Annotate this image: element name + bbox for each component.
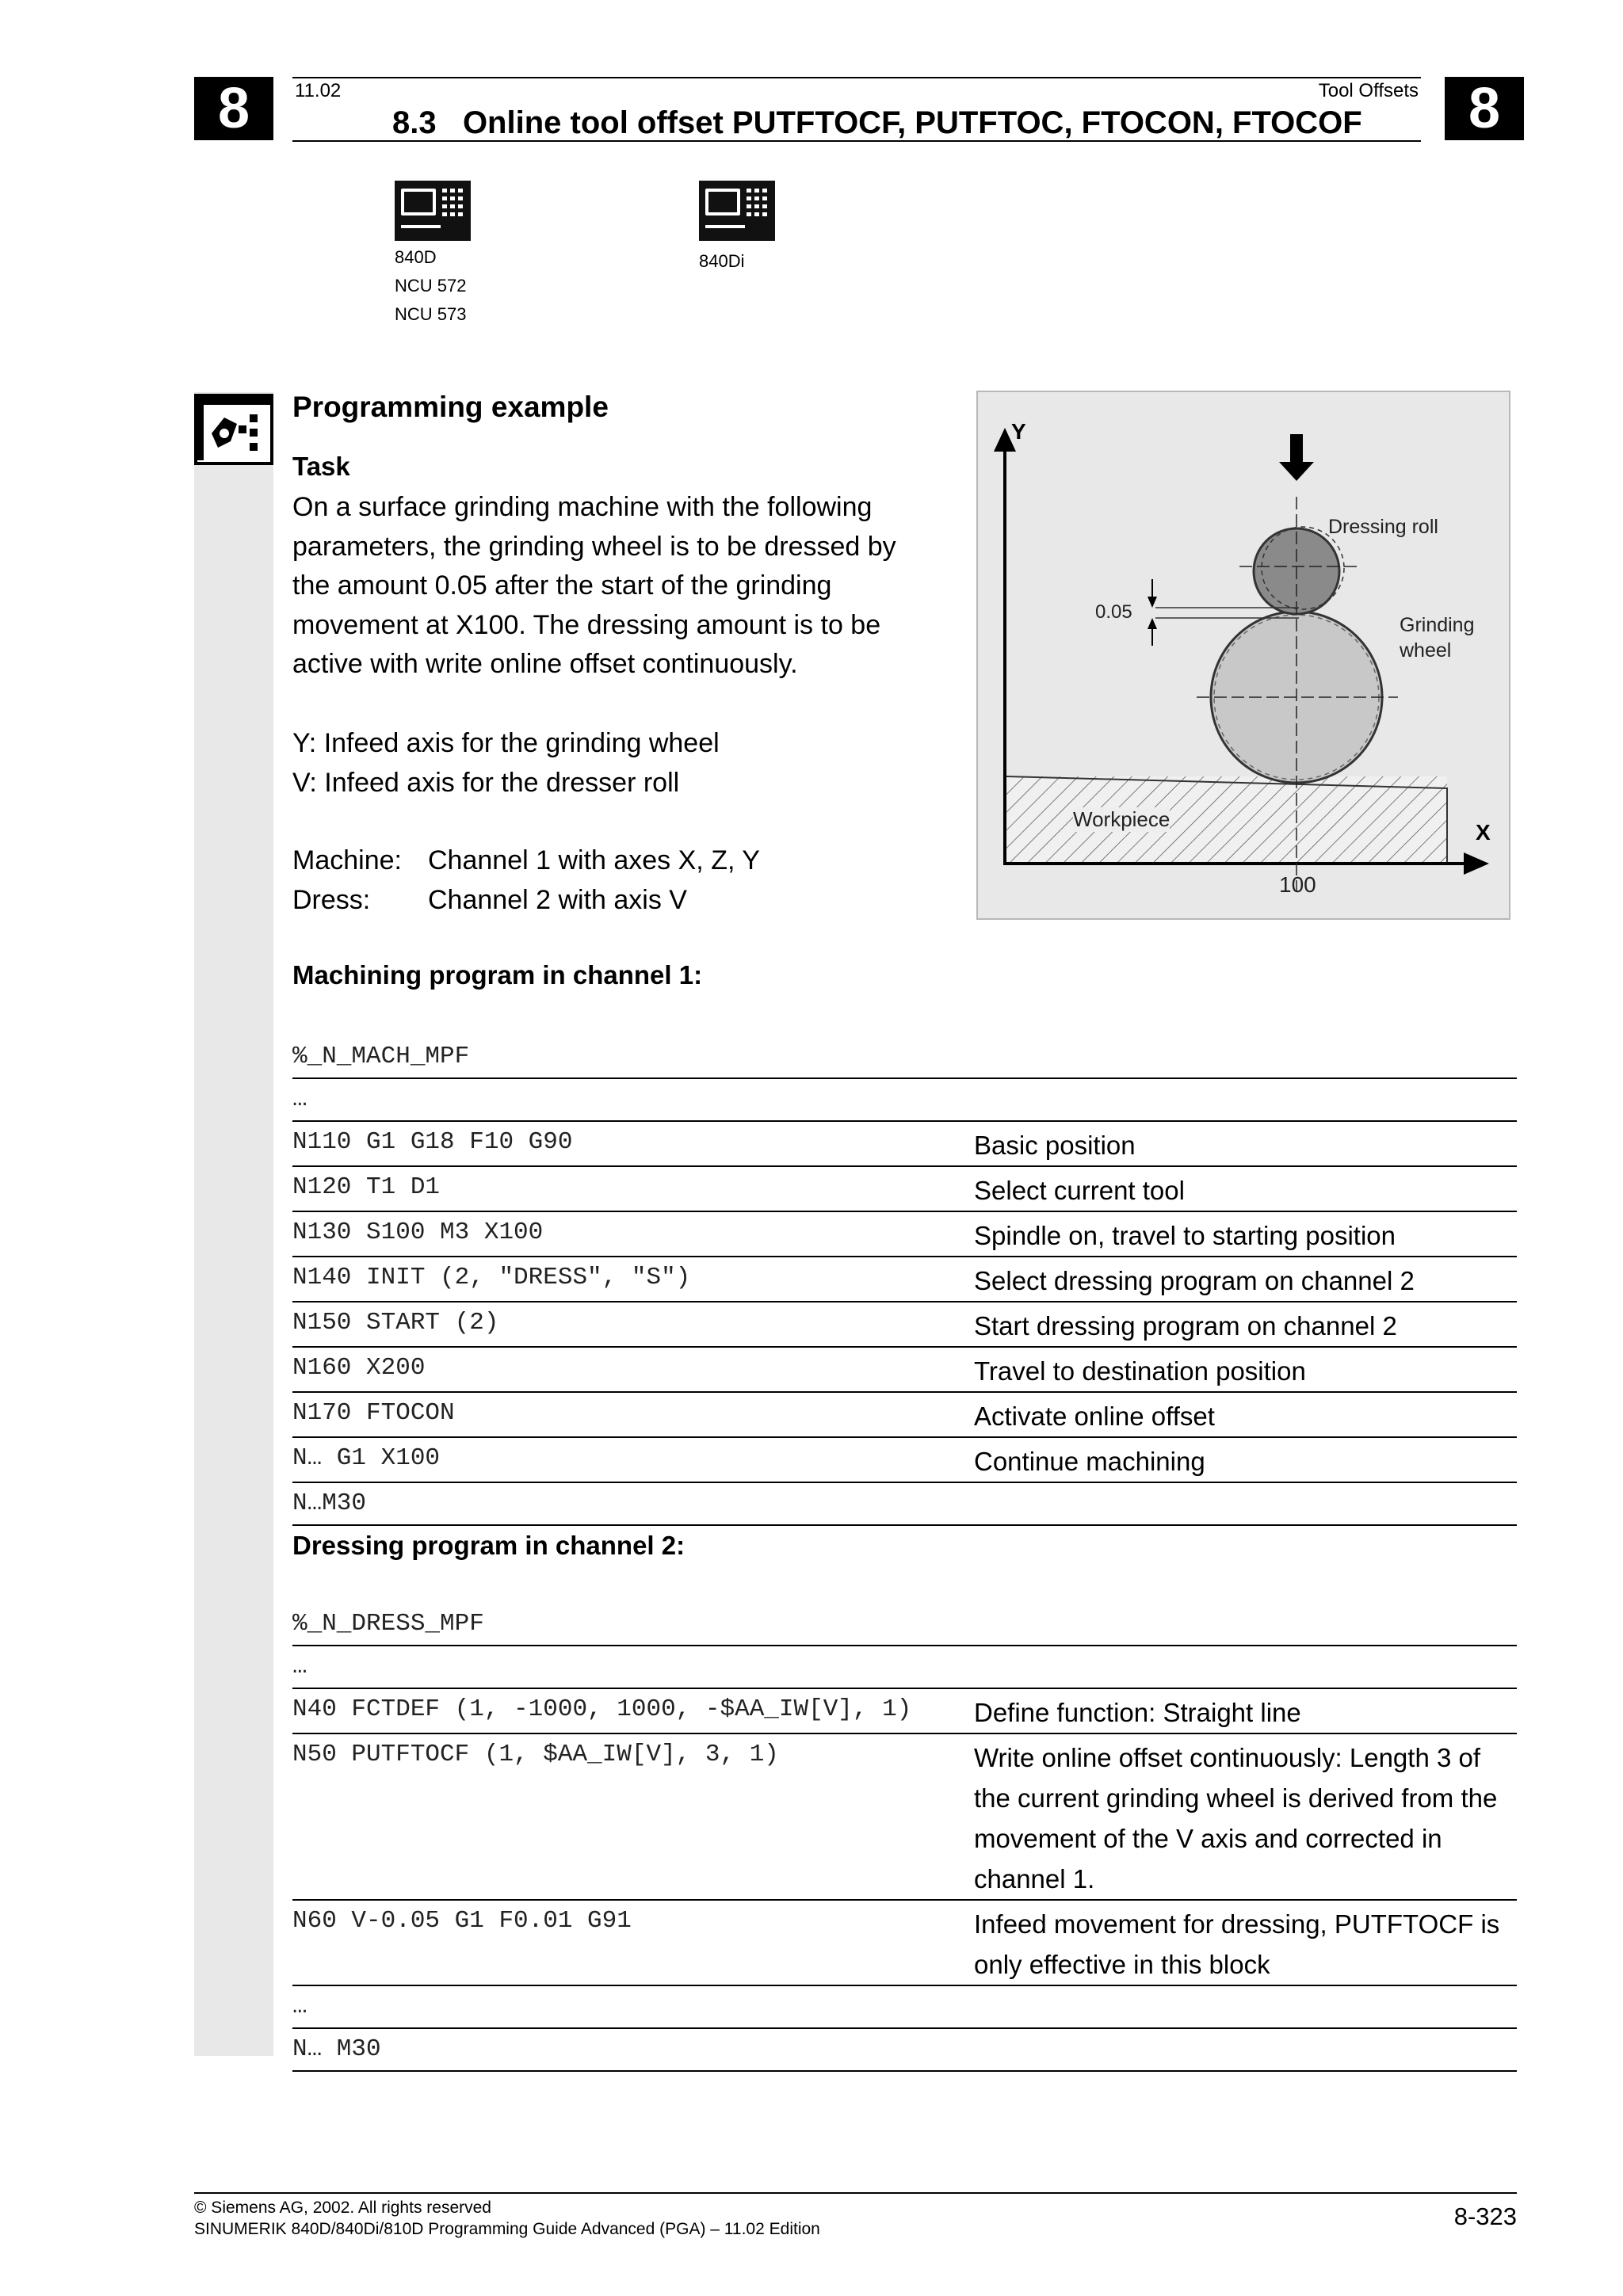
control-label-840di: 840Di (699, 251, 745, 271)
control-panel-icon (699, 181, 775, 241)
page-title: 8.3 Online tool offset PUTFTOCF, PUTFTOC, FTOCON, FTOCOF (392, 105, 1362, 140)
comment-cell: Start dressing program on channel 2 (974, 1302, 1517, 1347)
table-row (292, 1437, 1517, 1482)
comment-cell: Select dressing program on channel 2 (974, 1257, 1517, 1302)
table-row (292, 1688, 1517, 1733)
program2-heading: Dressing program in channel 2: (292, 1531, 685, 1560)
comment-cell: Define function: Straight line (974, 1688, 1517, 1733)
code-cell: … (292, 1078, 974, 1121)
table-row (292, 1302, 1517, 1347)
comment-cell: Infeed movement for dressing, PUTFTOCF is only effective in this block (974, 1900, 1517, 1985)
table-row (292, 1900, 1517, 1985)
table-row (292, 1166, 1517, 1211)
code-cell: N120 T1 D1 (292, 1166, 974, 1211)
table-row (292, 1121, 1517, 1166)
code-cell: … (292, 1646, 974, 1688)
table-row (292, 1347, 1517, 1392)
table-row (292, 2028, 1517, 2071)
table-row (292, 1604, 1517, 1646)
comment-cell (974, 2028, 1517, 2071)
code-cell: N… G1 X100 (292, 1437, 974, 1482)
comment-cell: Basic position (974, 1121, 1517, 1166)
grinding-wheel-label: Grinding wheel (1400, 614, 1475, 662)
page-number: 8-323 (1453, 2203, 1517, 2230)
task-paragraph: On a surface grinding machine with the following parameters, the grinding wheel is to be dressed by the amount 0.05 after the start of the grinding movement at X100. The dressing amount is to be active with write online offset continuously. (292, 492, 896, 679)
dressing-program-table (292, 1604, 1517, 2072)
channel-assignments: Machine: Channel 1 with axes X, Z, Y Dress: Channel 2 with axis V (292, 845, 760, 915)
x-axis-label: X (1476, 820, 1491, 845)
header-section-name: Tool Offsets (1318, 80, 1419, 101)
programming-example-icon (194, 394, 273, 465)
code-cell: N160 X200 (292, 1347, 974, 1392)
code-cell: N130 S100 M3 X100 (292, 1211, 974, 1257)
code-cell: %_N_MACH_MPF (292, 1036, 974, 1078)
code-cell: N40 FCTDEF (1, -1000, 1000, -$AA_IW[V], 1) (292, 1688, 974, 1733)
comment-cell: Write online offset continuously: Length 3 of the current grinding wheel is derived from the movement of the V axis and corrected in channel 1. (974, 1733, 1517, 1900)
comment-cell (974, 1646, 1517, 1688)
comment-cell (974, 1482, 1517, 1525)
code-cell: %_N_DRESS_MPF (292, 1604, 974, 1646)
table-row (292, 1211, 1517, 1257)
code-cell: N60 V-0.05 G1 F0.01 G91 (292, 1900, 974, 1985)
table-row (292, 1392, 1517, 1437)
comment-cell (974, 1036, 1517, 1078)
footer-book-title: SINUMERIK 840D/840Di/810D Programming Guide Advanced (PGA) – 11.02 Edition (194, 2220, 820, 2238)
footer-copyright: © Siemens AG, 2002. All rights reserved (194, 2199, 491, 2217)
code-cell: N150 START (2) (292, 1302, 974, 1347)
comment-cell: Activate online offset (974, 1392, 1517, 1437)
workpiece-label: Workpiece (1073, 807, 1170, 831)
comment-cell: Travel to destination position (974, 1347, 1517, 1392)
footer-rule (194, 2192, 1517, 2194)
comment-cell: Select current tool (974, 1166, 1517, 1211)
header-rule-top (292, 77, 1421, 78)
chapter-badge-left: 8 (194, 77, 273, 140)
table-row (292, 1482, 1517, 1525)
header-rule-bottom (292, 140, 1421, 142)
margin-bar (194, 392, 273, 2056)
axis-definitions: Y: Infeed axis for the grinding wheel V: Infeed axis for the dresser roll (292, 728, 720, 798)
task-heading: Task (292, 452, 350, 481)
header-date: 11.02 (295, 80, 342, 101)
code-cell: N… M30 (292, 2028, 974, 2071)
offset-label: 0.05 (1095, 601, 1132, 623)
infeed-arrow (1279, 434, 1314, 481)
machining-program-table (292, 1036, 1517, 1526)
code-cell: N50 PUTFTOCF (1, $AA_IW[V], 3, 1) (292, 1733, 974, 1900)
code-cell: N140 INIT (2, "DRESS", "S") (292, 1257, 974, 1302)
code-cell: N…M30 (292, 1482, 974, 1525)
table-row (292, 1646, 1517, 1688)
control-label-840d: 840D NCU 572 NCU 573 (395, 247, 467, 324)
table-row (292, 1733, 1517, 1900)
program1-heading: Machining program in channel 1: (292, 960, 703, 990)
x-position-label: 100 (1279, 872, 1316, 897)
code-cell: N110 G1 G18 F10 G90 (292, 1121, 974, 1166)
chapter-badge-right: 8 (1445, 77, 1524, 140)
code-cell: … (292, 1985, 974, 2028)
table-row (292, 1078, 1517, 1121)
comment-cell (974, 1604, 1517, 1646)
table-row (292, 1036, 1517, 1078)
y-axis-label: Y (1011, 419, 1026, 444)
table-row (292, 1985, 1517, 2028)
comment-cell (974, 1985, 1517, 2028)
comment-cell: Continue machining (974, 1437, 1517, 1482)
section-heading: Programming example (292, 391, 609, 423)
grinding-diagram (976, 391, 1510, 920)
control-panel-icon (395, 181, 471, 241)
comment-cell (974, 1078, 1517, 1121)
dressing-roll-label: Dressing roll (1328, 516, 1438, 538)
code-cell: N170 FTOCON (292, 1392, 974, 1437)
dressing-roll (1254, 527, 1344, 614)
table-row (292, 1257, 1517, 1302)
comment-cell: Spindle on, travel to starting position (974, 1211, 1517, 1257)
